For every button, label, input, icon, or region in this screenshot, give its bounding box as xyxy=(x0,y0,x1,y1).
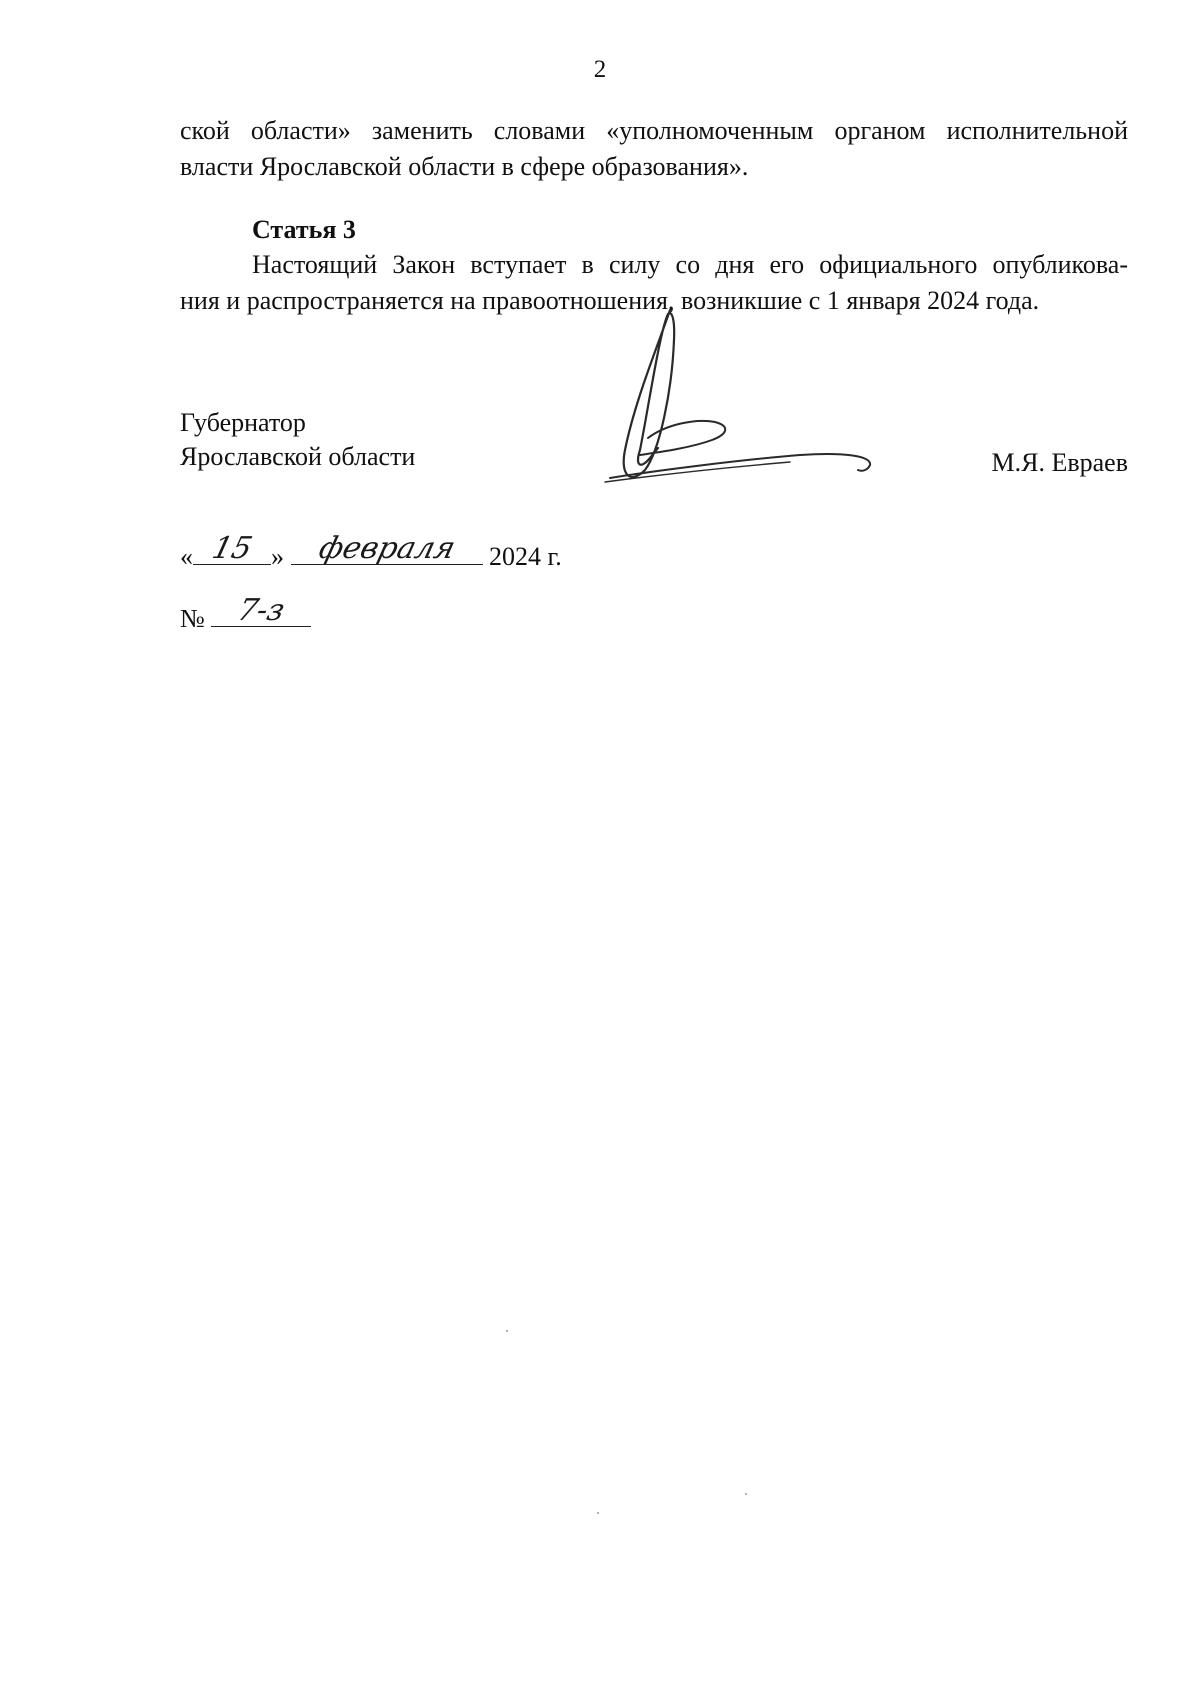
signing-date xyxy=(180,531,562,574)
paragraph-line: ния и распространяется на правоотношения, возникшие с 1 января 2024 года. xyxy=(180,286,1040,315)
scan-speck xyxy=(745,1493,747,1495)
signer-name: М.Я. Евраев xyxy=(991,448,1128,477)
scan-speck xyxy=(597,1512,599,1514)
date-day: 15 xyxy=(208,531,256,566)
date-day-field xyxy=(193,531,271,566)
number-value: 7-з xyxy=(234,593,289,628)
continued-paragraph xyxy=(180,113,1128,185)
date-month-field xyxy=(291,531,483,566)
scan-speck xyxy=(506,1330,508,1332)
number-field xyxy=(211,593,311,628)
date-month: февраля xyxy=(314,531,459,566)
law-number xyxy=(180,593,311,636)
date-year: 2024 г. xyxy=(489,542,562,571)
date-close-quote: » xyxy=(271,542,284,571)
date-open-quote: « xyxy=(180,542,193,571)
signer-position-line: Ярославской области xyxy=(180,442,416,471)
paragraph-line: ской области» заменить словами «уполномоченным органом исполнительной xyxy=(180,116,1128,145)
number-prefix: № xyxy=(180,604,205,633)
paragraph-line: Настоящий Закон вступает в силу со дня его официального опубликова- xyxy=(252,250,1128,279)
signer-position-line: Губернатор xyxy=(180,408,306,437)
page-number: 2 xyxy=(593,56,607,83)
signer-position xyxy=(180,406,415,474)
handwritten-signature xyxy=(600,300,900,530)
article-heading: Статья 3 xyxy=(252,215,356,244)
paragraph-line: власти Ярославской области в сфере образования». xyxy=(180,152,749,181)
